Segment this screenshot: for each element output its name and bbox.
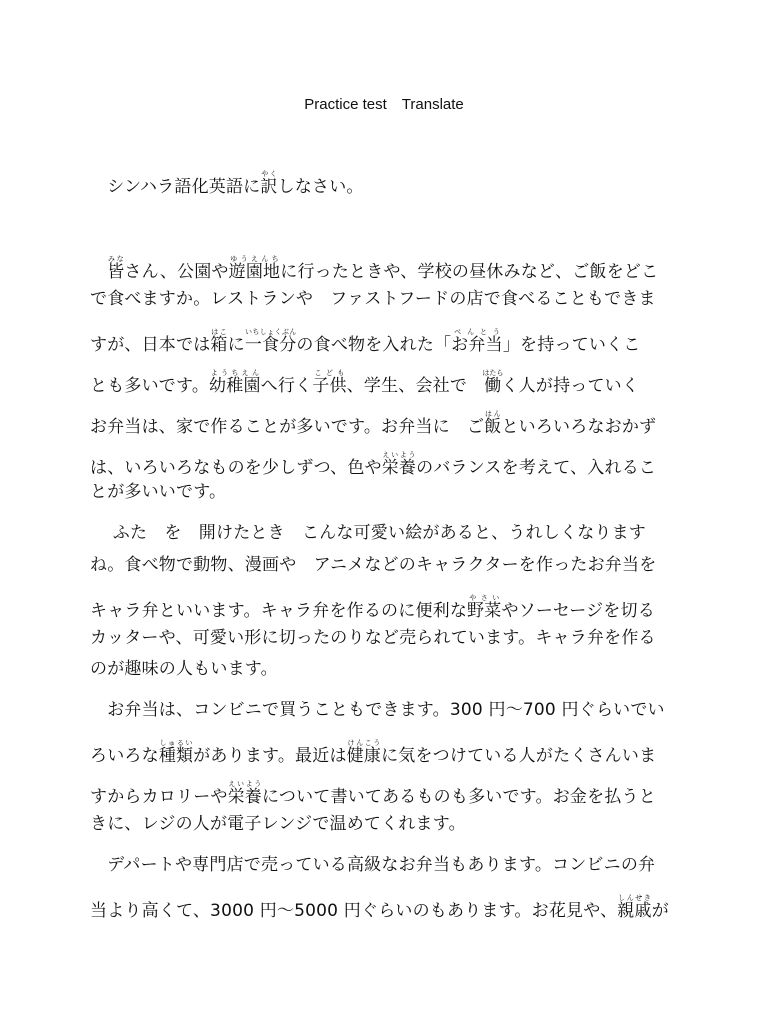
- text-line: [90, 369, 639, 398]
- furigana-word: [228, 255, 281, 282]
- text-segment: 当より高くて、3000 円〜5000 円ぐらいのもあります。お花見や、: [90, 901, 618, 921]
- text-line: [90, 594, 655, 623]
- kanji-base: 箱: [210, 335, 228, 355]
- furigana-reading: こども: [312, 369, 347, 377]
- furigana-reading: はこ: [210, 328, 228, 336]
- text-line: [90, 255, 658, 284]
- text-segment: の食べ物を入れた「: [296, 335, 452, 355]
- text-segment: ろいろな: [90, 746, 159, 766]
- text-segment: のが趣味の人もいます。: [90, 659, 278, 679]
- text-segment: きに、レジの人が電子レンジで温めてくれます。: [90, 814, 466, 834]
- furigana-word: [617, 894, 652, 921]
- text-segment: に気をつけている人がたくさんいま: [381, 746, 657, 766]
- text-segment: デパートや専門店で売っている高級なお弁当もあります。コンビニの弁: [90, 855, 656, 875]
- furigana-word: [484, 410, 502, 437]
- furigana-word: [346, 739, 382, 766]
- text-line: [90, 894, 669, 923]
- kanji-base: 皆: [107, 262, 125, 282]
- text-segment: があります。最近は: [193, 746, 347, 766]
- text-segment: しなさい。: [277, 177, 364, 197]
- text-segment: が: [651, 901, 669, 921]
- furigana-word: [482, 369, 504, 396]
- text-line: [90, 521, 646, 545]
- furigana-reading: しゅるい: [158, 739, 194, 747]
- furigana-word: [209, 369, 261, 396]
- text-segment: お弁当は、家で作ることが多いです。お弁当に ご: [90, 417, 485, 437]
- text-line: [90, 553, 656, 577]
- kanji-base: お弁当: [451, 335, 503, 355]
- kanji-base: 飯: [484, 417, 502, 437]
- furigana-word: [227, 780, 263, 807]
- text-line: [90, 657, 278, 681]
- furigana-reading: はたら: [482, 369, 504, 377]
- text-segment: で食べますか。レストランや ファストフードの店で食べることもできま: [90, 289, 656, 309]
- kanji-base: 遊園地: [228, 262, 281, 282]
- text-segment: 」を持っていくこ: [502, 335, 641, 355]
- text-segment: く人が持っていく: [501, 376, 640, 396]
- text-segment: シンハラ語化英語に: [90, 177, 261, 197]
- furigana-word: [312, 369, 347, 396]
- text-line: [90, 451, 656, 480]
- text-segment: とも多いです。: [90, 376, 210, 396]
- furigana-reading: えいよう: [227, 780, 263, 788]
- text-segment: やソーセージを切る: [501, 601, 655, 621]
- text-line: [90, 170, 364, 199]
- kanji-base: 働: [482, 376, 504, 396]
- text-line: [90, 410, 656, 439]
- text-line: [90, 480, 226, 504]
- furigana-word: [244, 328, 297, 355]
- furigana-reading: やさい: [467, 594, 502, 602]
- kanji-base: 子供: [312, 376, 347, 396]
- furigana-reading: えいよう: [381, 451, 417, 459]
- furigana-word: [451, 328, 503, 355]
- furigana-word: [260, 170, 278, 197]
- text-segment: に: [227, 335, 245, 355]
- text-segment: すが、日本では: [90, 335, 211, 355]
- text-segment: ね。食べ物で動物、漫画や アニメなどのキャラクターを作ったお弁当を: [90, 555, 657, 575]
- kanji-base: 種類: [158, 746, 194, 766]
- text-line: [90, 287, 656, 311]
- furigana-reading: しんせき: [617, 894, 652, 902]
- text-segment: お弁当は、コンビニで買うこともできます。300 円〜700 円ぐらいでい: [90, 700, 665, 720]
- kanji-base: 幼稚園: [209, 376, 261, 396]
- text-segment: さん、公園や: [124, 262, 229, 282]
- text-segment: のバランスを考えて、入れるこ: [416, 458, 657, 478]
- text-segment: へ行く: [260, 376, 313, 396]
- text-segment: キャラ弁といいます。キャラ弁を作るのに便利な: [90, 601, 468, 621]
- furigana-reading: べんとう: [451, 328, 503, 336]
- furigana-reading: やく: [260, 170, 278, 178]
- text-segment: 、学生、会社で: [346, 376, 485, 396]
- text-line: [90, 328, 640, 357]
- kanji-base: 栄養: [227, 787, 263, 807]
- text-segment: とが多いいです。: [90, 482, 227, 502]
- text-line: [90, 698, 665, 722]
- text-line: [90, 739, 656, 768]
- furigana-reading: いちしょくぶん: [244, 328, 297, 336]
- text-line: [90, 812, 466, 836]
- furigana-reading: ゆうえんち: [228, 255, 281, 263]
- text-line: [90, 780, 656, 809]
- furigana-word: [467, 594, 502, 621]
- furigana-reading: けんこう: [346, 739, 382, 747]
- text-line: [90, 626, 656, 650]
- furigana-word: [158, 739, 194, 766]
- kanji-base: 野菜: [467, 601, 502, 621]
- furigana-reading: ようちえん: [209, 369, 261, 377]
- kanji-base: 栄養: [381, 458, 417, 478]
- text-segment: は、いろいろなものを少しずつ、色や: [90, 458, 382, 478]
- kanji-base: 親戚: [617, 901, 652, 921]
- text-segment: [90, 262, 107, 282]
- text-line: [90, 853, 655, 877]
- kanji-base: 一食分: [244, 335, 297, 355]
- furigana-reading: はん: [484, 410, 502, 418]
- furigana-word: [210, 328, 228, 355]
- furigana-word: [107, 255, 125, 282]
- furigana-word: [381, 451, 417, 478]
- furigana-reading: みな: [107, 255, 125, 263]
- text-segment: すからカロリーや: [90, 787, 228, 807]
- kanji-base: 訳: [260, 177, 278, 197]
- text-segment: に行ったときや、学校の昼休みなど、ご飯をどこ: [280, 262, 659, 282]
- text-segment: について書いてあるものも多いです。お金を払うと: [262, 787, 656, 807]
- text-segment: といろいろなおかず: [501, 417, 657, 437]
- text-segment: ふた を 開けたとき こんな可愛い絵があると、うれしくなります: [90, 523, 647, 543]
- text-segment: カッターや、可愛い形に切ったのりなど売られています。キャラ弁を作る: [90, 628, 656, 648]
- kanji-base: 健康: [346, 746, 382, 766]
- document-title: Practice test Translate: [304, 96, 464, 113]
